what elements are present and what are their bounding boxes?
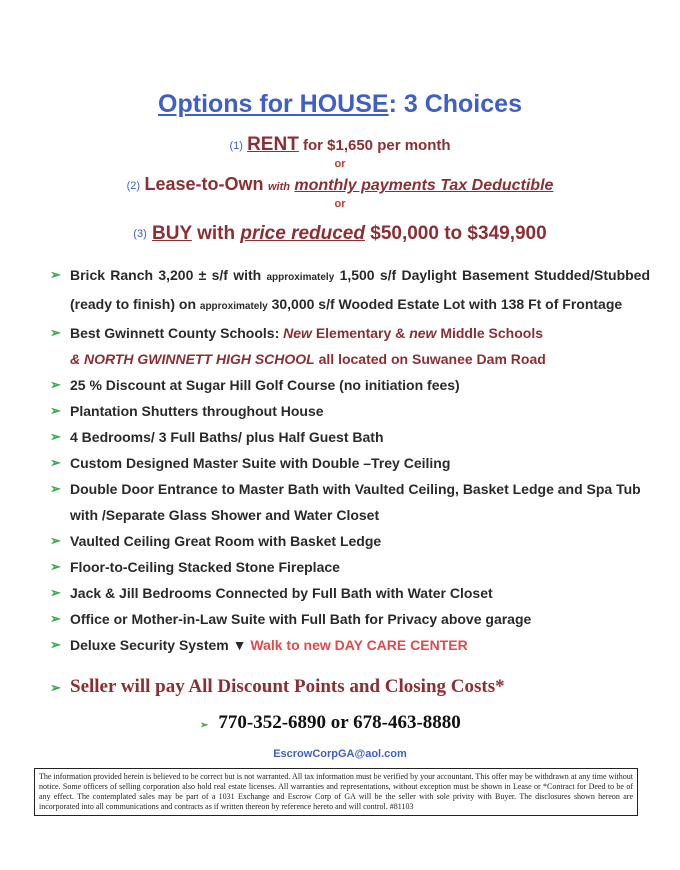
option-rent — [0, 134, 680, 156]
phone-numbers: ➢ 770-352-6890 or 678-463-8880 — [200, 712, 461, 733]
arrow-bullet-icon: ➢ — [50, 455, 61, 470]
option-rent-keyword: RENT — [247, 134, 299, 155]
list-item: ➢ Plantation Shutters throughout House — [50, 398, 650, 424]
email-address[interactable]: EscrowCorpGA@aol.com — [273, 748, 407, 760]
arrow-bullet-icon: ➢ — [50, 325, 61, 340]
arrow-bullet-icon: ➢ — [50, 377, 61, 392]
list-item: ➢ Vaulted Ceiling Great Room with Basket Ledge — [50, 528, 650, 554]
arrow-bullet-icon: ➢ — [50, 429, 61, 444]
disclaimer-box: The information provided herein is believed to be correct but is not warranted. All tax information must be verified by your accountant. This offer may be withdrawn at any time without notice. Some officers of selling corporation also hold real estate licenses. All warranties and representations, without exception must be shown in Lease or *Contract for Deed to be of any effect. The contemplated sales may be part of a 1031 Exchange and Escrow Corp of GA will be the seller with sole privity with Buyer. The disclosures shown hereon are incorporated into all communications and contracts as if written thereon by reference hereto and will control. #81103 — [34, 768, 638, 816]
option-lease-number: (2) — [126, 179, 141, 192]
list-item: ➢ Deluxe Security System ▼ Walk to new DAY CARE CENTER — [50, 632, 650, 658]
list-item: ➢ Best Gwinnett County Schools: New Elementary & new Middle Schools & NORTH GWINNETT HIGH SCHOOL all located on Suwanee Dam Road — [50, 320, 650, 372]
arrow-bullet-icon: ➢ — [50, 533, 61, 548]
list-item: ➢ Brick Ranch 3,200 ± s/f with approximately 1,500 s/f Daylight Basement Studded/Stubbed (ready to finish) on approximately 30,000 s/f Wooded Estate Lot with 138 Ft of Frontage — [50, 262, 650, 320]
arrow-bullet-icon: ➢ — [50, 267, 61, 282]
arrow-bullet-icon: ➢ — [50, 481, 61, 496]
option-buy-number: (3) — [133, 227, 147, 240]
seller-statement: ➢ Seller will pay All Discount Points and Closing Costs* — [50, 676, 505, 697]
arrow-bullet-icon: ➢ — [50, 403, 61, 418]
arrow-bullet-icon: ➢ — [200, 720, 209, 731]
option-rent-text: for $1,650 per month — [302, 137, 451, 154]
list-item: ➢ Double Door Entrance to Master Bath with Vaulted Ceiling, Basket Ledge and Spa Tub with /Separate Glass Shower and Water Closet — [50, 476, 650, 528]
arrow-bullet-icon: ➢ — [50, 585, 61, 600]
day-care-callout: Walk to new DAY CARE CENTER — [250, 637, 468, 653]
title-part1: Options for HOUSE — [158, 90, 389, 118]
arrow-bullet-icon: ➢ — [50, 680, 61, 695]
option-buy-keyword: BUY — [152, 223, 192, 244]
down-triangle-icon: ▼ — [232, 637, 247, 653]
list-item: ➢ Floor-to-Ceiling Stacked Stone Fireplace — [50, 554, 650, 580]
or-separator-1: or — [334, 158, 346, 170]
option-buy-with: with — [197, 223, 236, 244]
option-lease-keyword: Lease-to-Own — [144, 174, 264, 194]
arrow-bullet-icon: ➢ — [50, 559, 61, 574]
option-lease — [0, 174, 680, 195]
option-buy-reduced: price reduced — [240, 223, 365, 244]
option-buy — [0, 223, 680, 245]
page-title — [0, 90, 680, 119]
option-buy-price: $50,000 to $349,900 — [370, 223, 547, 244]
option-rent-number: (1) — [229, 140, 243, 153]
list-item: ➢ 25 % Discount at Sugar Hill Golf Course (no initiation fees) — [50, 372, 650, 398]
option-lease-text: monthly payments Tax Deductible — [294, 177, 554, 194]
arrow-bullet-icon: ➢ — [50, 611, 61, 626]
option-lease-with: with — [267, 181, 290, 193]
or-separator-2: or — [334, 198, 346, 210]
arrow-bullet-icon: ➢ — [50, 637, 61, 652]
feature-list — [50, 262, 650, 658]
list-item: ➢ Custom Designed Master Suite with Double –Trey Ceiling — [50, 450, 650, 476]
list-item: ➢ 4 Bedrooms/ 3 Full Baths/ plus Half Guest Bath — [50, 424, 650, 450]
list-item: ➢ Jack & Jill Bedrooms Connected by Full Bath with Water Closet — [50, 580, 650, 606]
list-item: ➢ Office or Mother-in-Law Suite with Full Bath for Privacy above garage — [50, 606, 650, 632]
title-part2: : 3 Choices — [388, 90, 522, 118]
